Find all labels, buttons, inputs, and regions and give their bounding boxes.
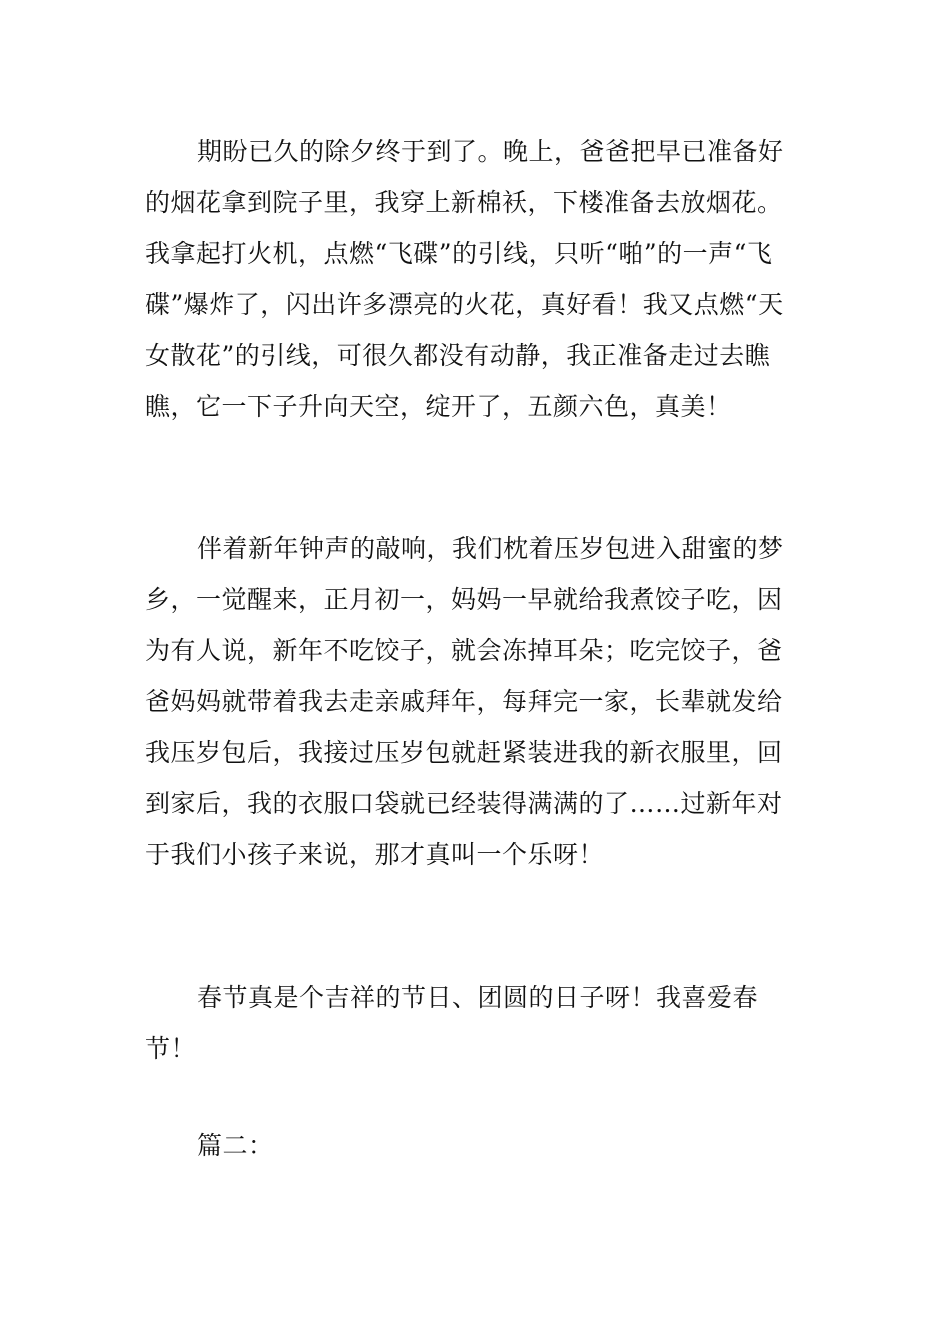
section-heading-part-two: 篇二： bbox=[197, 1131, 274, 1160]
paragraph-love-spring-festival: 春节真是个吉祥的节日、团圆的日子呀！我喜爱春节！ bbox=[145, 983, 759, 1063]
paragraph-new-year-eve-fireworks: 期盼已久的除夕终于到了。晚上，爸爸把早已准备好的烟花拿到院子里，我穿上新棉袄，下楼准备去放烟花。我拿起打火机，点燃“飞碟”的引线，只听“啪”的一声“飞碟”爆炸了，闪出许多漂亮的火花，真好看！我又点燃“天女散花”的引线，可很久都没有动静，我正准备走过去瞧瞧，它一下子升向天空，绽开了，五颜六色，真美！ bbox=[145, 137, 784, 421]
paragraph-new-year-day: 伴着新年钟声的敲响，我们枕着压岁包进入甜蜜的梦乡，一觉醒来，正月初一，妈妈一早就给我煮饺子吃，因为有人说，新年不吃饺子，就会冻掉耳朵；吃完饺子，爸爸妈妈就带着我去走亲戚拜年，每拜完一家，长辈就发给我压岁包后，我接过压岁包就赶紧装进我的新衣服里，回到家后，我的衣服口袋就已经装得满满的了……过新年对于我们小孩子来说，那才真叫一个乐呀！ bbox=[145, 534, 784, 869]
